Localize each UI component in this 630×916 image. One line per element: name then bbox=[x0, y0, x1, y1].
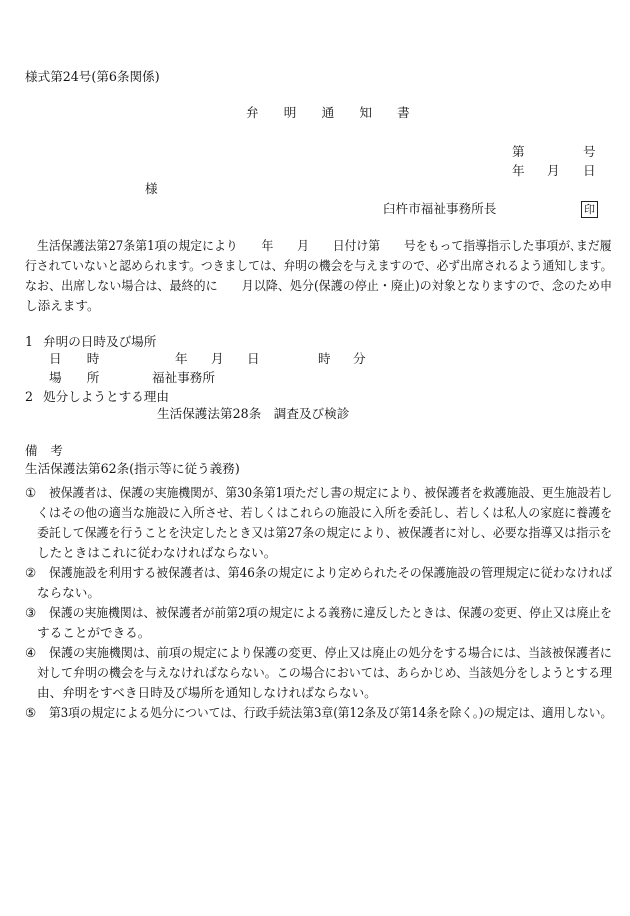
body-line: 生活保護法第27条第1項の規定により 年 月 日付け第 号をもって指導指示した事項が､まだ履 bbox=[37, 238, 612, 253]
notes-heading: 備 考 bbox=[25, 443, 63, 458]
section1-heading: 弁明の日時及び場所 bbox=[43, 334, 157, 349]
note-line: 由、弁明をすべき日時及び場所を通知しなければならない。 bbox=[37, 685, 377, 700]
note-line: したときはこれに従わなければならない。 bbox=[37, 545, 277, 560]
datetime-year: 年 bbox=[175, 351, 188, 366]
note-line: ならない。 bbox=[37, 585, 100, 600]
datetime-label: 日 時 bbox=[49, 351, 100, 366]
number-suffix: 号 bbox=[583, 144, 596, 159]
note-line: 保護の実施機関は、被保護者が前第2項の規定による義務に違反したときは、保護の変更、停止又は廃止を bbox=[49, 605, 612, 620]
body-line: なお、出席しない場合は、最終的に 月以降、処分(保護の停止・廃止)の対象となりますので、念のため申 bbox=[25, 278, 613, 293]
note-line: 保護の実施機関は、前項の規定により保護の変更、停止又は廃止の処分をする場合には、当該被保護者に bbox=[49, 645, 612, 660]
date-month: 月 bbox=[547, 163, 560, 178]
addressee-suffix: 様 bbox=[145, 181, 158, 196]
note-line: することができる。 bbox=[37, 625, 151, 640]
body-line: し添えます。 bbox=[25, 298, 100, 313]
note-marker: ③ bbox=[25, 605, 37, 620]
law-title: 生活保護法第62条(指示等に従う義務) bbox=[25, 461, 240, 476]
note-marker: ⑤ bbox=[25, 705, 37, 720]
datetime-month: 月 bbox=[211, 351, 224, 366]
form-label: 様式第24号(第6条関係) bbox=[25, 69, 160, 84]
note-line: 第3項の規定による処分については、行政手続法第3章(第12条及び第14条を除く。)の規定は、適用しない。 bbox=[49, 705, 613, 720]
note-line: 保護施設を利用する被保護者は、第46条の規定により定められたその保護施設の管理規定に従わなければ bbox=[49, 565, 613, 580]
note-marker: ① bbox=[25, 485, 37, 500]
sender-name: 臼杵市福祉事務所長 bbox=[383, 201, 497, 216]
seal-mark: 印 bbox=[581, 201, 598, 218]
datetime-hour: 時 bbox=[318, 351, 331, 366]
number-prefix: 第 bbox=[512, 144, 525, 159]
note-line: 対して弁明の機会を与えなければならない。この場合においては、あらかじめ、当該処分をしようとする理 bbox=[37, 665, 613, 680]
note-line: くはその他の適当な施設に入所させ、若しくはこれらの施設に入所を委託し、若しくは私人の家庭に養護を bbox=[37, 505, 613, 520]
section2-heading: 処分しようとする理由 bbox=[43, 389, 169, 404]
place-label: 場 所 bbox=[49, 370, 100, 385]
datetime-day: 日 bbox=[247, 351, 260, 366]
note-line: 委託して保護を行うことを決定したとき又は第27条の規定により、被保護者に対し、必要な指導又は指示を bbox=[37, 525, 612, 540]
note-marker: ④ bbox=[25, 645, 37, 660]
section2-number: 2 bbox=[25, 389, 34, 404]
note-marker: ② bbox=[25, 565, 37, 580]
body-line: 行されていないと認められます。つきましては、弁明の機会を与えますので、必ず出席されるよう通知します。 bbox=[25, 258, 613, 273]
section1-number: 1 bbox=[25, 334, 34, 349]
datetime-minute: 分 bbox=[353, 351, 366, 366]
reason-text: 生活保護法第28条 調査及び検診 bbox=[157, 406, 350, 421]
note-line: 被保護者は、保護の実施機関が、第30条第1項ただし書の規定により、被保護者を救護施設、更生施設若し bbox=[49, 485, 613, 500]
date-year: 年 bbox=[512, 163, 525, 178]
date-day: 日 bbox=[583, 163, 596, 178]
place-value: 福祉事務所 bbox=[152, 370, 215, 385]
document-title: 弁 明 通 知 書 bbox=[246, 105, 410, 120]
